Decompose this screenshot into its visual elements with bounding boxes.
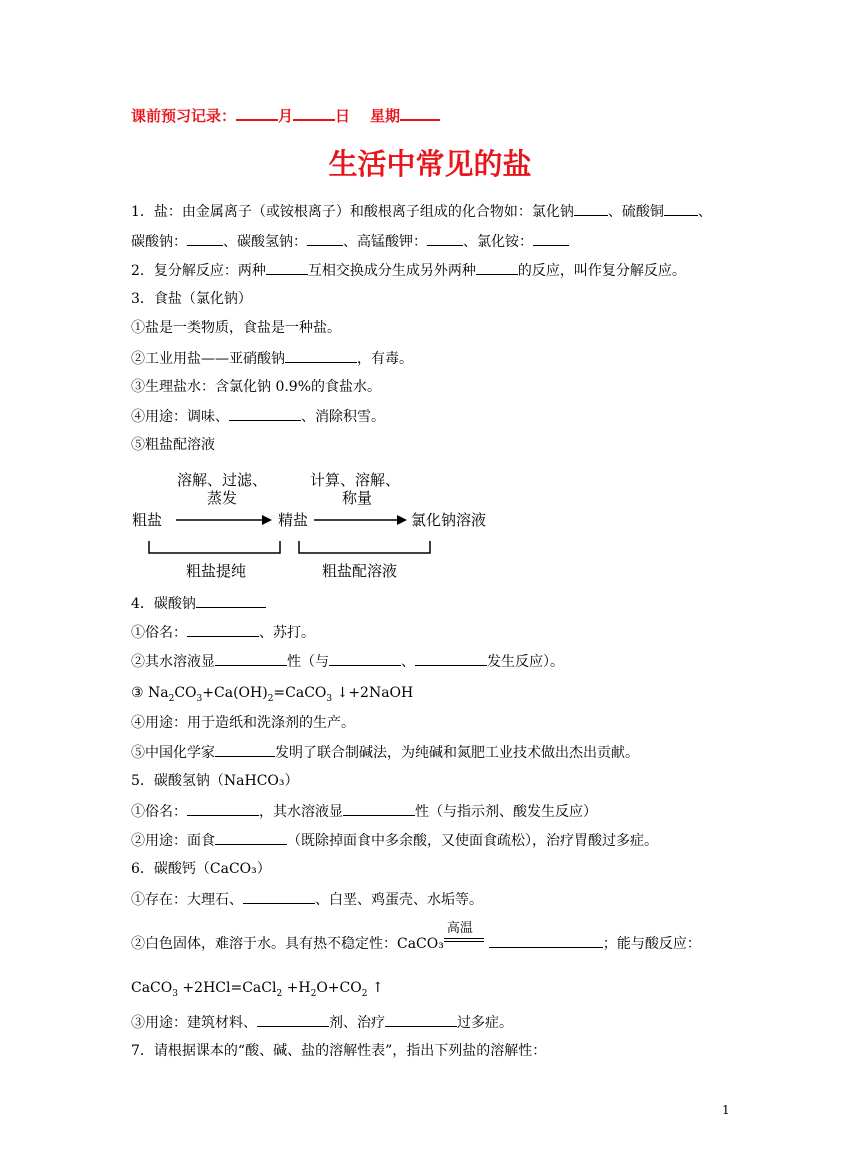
blank-caco3-use[interactable] [257,1012,329,1027]
double-decomposition-line [131,260,686,281]
blank-kmno4[interactable] [427,231,463,246]
caco3-uses-line [131,1012,513,1033]
text: ②工业用盐——亚硝酸钠 [131,351,285,367]
blank-common-name[interactable] [187,622,259,637]
common-name-line [131,622,315,643]
blank-cuso4[interactable] [664,201,698,216]
salt-process-diagram [124,463,504,585]
blank-property[interactable] [215,651,287,666]
text: 、碳酸氢钠： [223,234,307,250]
text: ；能与酸反应： [602,936,701,952]
reaction-equation-line: ③ $Na_2CO_3+Ca(OH)_2=CaCO_3$ ↓+2NaOH [131,685,414,704]
text: 1．盐：由金属离子（或铵根离子）和酸根离子组成的化合物如：氯化钠 [131,204,574,220]
blank-reactant-2[interactable] [415,651,487,666]
text: 碳酸钠： [131,234,187,250]
page-title: 生活中常见的盐 [328,147,532,181]
text: ③ [131,685,144,701]
section-title: 6．碳酸钙（CaCO₃） [131,861,271,877]
group2-label: 粗盐配溶液 [322,562,398,580]
text: 性（与 [287,654,329,670]
text: ①俗名： [131,804,187,820]
text: （既除掉面食中多余酸，又使面食疏松），治疗胃酸过多症。 [287,833,658,849]
text: ①存在：大理石、 [131,892,243,908]
text: 、高锰酸钾： [343,234,427,250]
mid-node: 精盐 [278,511,309,529]
step1-label-1: 溶解、过滤、 [177,471,268,489]
weekday-blank[interactable] [400,105,440,121]
blank-reactant-1[interactable] [329,651,401,666]
blank-chemist[interactable] [215,742,275,757]
sodium-carbonate-title [131,593,266,614]
day-blank[interactable] [293,105,335,121]
arrow-2-head-icon [397,515,407,525]
step1-label-2: 蒸发 [207,489,238,507]
text: 、白垩、鸡蛋壳、水垢等。 [315,892,483,908]
text: ，其水溶液显 [259,804,343,820]
text-line: ③生理盐水：含氯化钠 0.9%的食盐水。 [131,379,382,395]
step2-label-2: 称量 [342,489,373,507]
text: 剂、治疗 [329,1015,385,1031]
salt-definition-line [131,201,712,222]
text: 、氯化铵： [463,234,533,250]
text: ①俗名： [131,625,187,641]
weekday-label: 星期 [370,107,401,125]
section-title: 5．碳酸氢钠（NaHCO₃） [131,773,299,789]
text: ，有毒。 [357,351,413,367]
text: 的反应，叫作复分解反应。 [517,263,686,279]
text: 发明了联合制碱法，为纯碱和氮肥工业技术做出杰出贡献。 [275,745,639,761]
blank-reactants[interactable] [266,260,308,275]
text: 4．碳酸钠 [131,596,196,612]
blank-nacl[interactable] [574,201,608,216]
text: ③用途：建筑材料、 [131,1015,257,1031]
text: ②白色固体，难溶于水。具有热不稳定性：CaCO₃ [131,936,444,952]
blank-na2co3[interactable] [187,231,223,246]
step2-label-1: 计算、溶解、 [310,471,401,489]
text: 性（与指示剂、酸发生反应） [415,804,597,820]
text: 过多症。 [457,1015,513,1031]
text: 、硫酸铜 [607,204,664,220]
text-line: ④用途：用于造纸和洗涤剂的生产。 [131,715,355,731]
day-label: 日 [335,107,351,125]
text: ②其水溶液显 [131,654,215,670]
text: 2．复分解反应：两种 [131,263,266,279]
text: ⑤中国化学家 [131,745,215,761]
month-label: 月 [278,107,294,125]
section-title: 3．食盐（氯化钠） [131,291,252,307]
blank-nano2[interactable] [285,348,357,363]
page-number: 1 [722,1103,730,1117]
blank-nahco3-use[interactable] [215,830,287,845]
header-label: 课前预习记录： [131,107,237,125]
blank-decomposition-products[interactable] [489,933,603,948]
preview-record-header [131,105,440,126]
text: 互相交换成分生成另外两种 [307,263,476,279]
blank-nahco3[interactable] [307,231,343,246]
blank-nahco3-property[interactable] [343,801,415,816]
text-line: ①盐是一类物质，食盐是一种盐。 [131,320,341,336]
blank-na2co3-formula[interactable] [196,593,266,608]
blank-nahco3-name[interactable] [187,801,259,816]
double-line [444,938,484,942]
text: 、 [401,654,415,670]
blank-nh4cl[interactable] [533,231,569,246]
text: ④用途：调味、 [131,409,229,425]
condition-label: 高温 [446,921,473,936]
group1-label: 粗盐提纯 [186,562,247,580]
industrial-salt-line [131,348,413,369]
text: 、 [697,204,712,220]
high-temp-condition [444,921,484,948]
blank-use[interactable] [229,406,301,421]
caco3-acid-reaction: CaCO$_3$ +2HCl=CaCl$_2$ $+H_2O+CO_2$ ↑ [131,980,384,999]
month-blank[interactable] [236,105,278,121]
bracket-2 [299,541,430,553]
text: 、消除积雪。 [301,409,385,425]
solubility-question: 7．请根据课本的“酸、碱、盐的溶解性表”，指出下列盐的溶解性： [131,1043,547,1059]
salt-uses-line [131,406,385,427]
end-node: 氯化钠溶液 [411,511,487,529]
salt-formulas-line [131,231,569,252]
blank-caco3-source[interactable] [243,889,315,904]
text-line: ⑤粗盐配溶液 [131,437,215,453]
bracket-1 [149,541,280,553]
nahco3-use-line [131,830,658,851]
text: 、苏打。 [259,625,315,641]
blank-caco3-treat[interactable] [385,1012,457,1027]
arrow-1-head-icon [262,515,272,525]
start-node: 粗盐 [132,511,163,529]
caco3-decomposition-line [131,921,701,954]
text: 发生反应）。 [487,654,564,670]
solution-property-line [131,651,564,672]
nahco3-name-line [131,801,597,822]
blank-products[interactable] [476,260,518,275]
text: ②用途：面食 [131,833,215,849]
chemist-line [131,742,639,763]
caco3-existence-line [131,889,483,910]
